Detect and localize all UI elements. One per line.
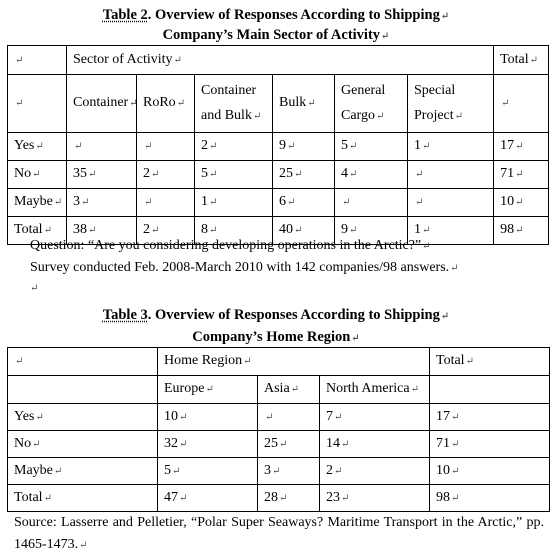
data-cell: 38↵ — [67, 217, 137, 245]
data-cell: 4↵ — [335, 161, 408, 189]
table2-blank-cell: ↵ — [8, 75, 67, 133]
row-label: Maybe↵ — [8, 189, 67, 217]
table2-question: Question: “Are you considering developing operations in the Arctic?”↵ — [30, 238, 431, 253]
table-row — [8, 189, 549, 217]
data-cell: 1↵ — [408, 217, 494, 245]
data-cell: 6↵ — [273, 189, 335, 217]
table3-col-header: Europe↵ — [158, 376, 258, 404]
total-cell: 10↵ — [430, 458, 550, 485]
data-cell: 7↵ — [320, 404, 430, 431]
table3-header-row1 — [8, 348, 550, 376]
table3-total-header: Total↵ — [430, 348, 550, 376]
table2-caption-line2: Company’s Main Sector of Activity↵ — [162, 27, 390, 43]
table2-total-blank: ↵ — [494, 75, 549, 133]
data-cell: 35↵ — [67, 161, 137, 189]
data-cell: 47↵ — [158, 485, 258, 512]
empty-paragraph: ↵ — [30, 283, 39, 294]
table2-col-header: General Cargo↵ — [335, 75, 408, 133]
data-cell: 25↵ — [273, 161, 335, 189]
total-cell: 17↵ — [494, 133, 549, 161]
table3-group-header: Home Region↵ — [158, 348, 430, 376]
table-row — [8, 133, 549, 161]
row-label: Total↵ — [8, 217, 67, 245]
table2 — [7, 45, 549, 245]
data-cell: ↵ — [408, 189, 494, 217]
table2-survey-note: Survey conducted Feb. 2008-March 2010 with 142 companies/98 answers.↵ — [30, 260, 459, 275]
table2-col-header: Container↵ — [67, 75, 137, 133]
data-cell: 1↵ — [195, 189, 273, 217]
table2-group-header: Sector of Activity↵ — [67, 46, 494, 75]
table3 — [7, 347, 550, 512]
table2-col-header: Container and Bulk↵ — [195, 75, 273, 133]
table3-col-header: Asia↵ — [258, 376, 320, 404]
table-row — [8, 431, 550, 458]
data-cell: 5↵ — [335, 133, 408, 161]
table2-col-header: RoRo↵ — [137, 75, 195, 133]
data-cell: ↵ — [137, 189, 195, 217]
total-cell: 71↵ — [430, 431, 550, 458]
table2-col-header: Special Project↵ — [408, 75, 494, 133]
data-cell: ↵ — [258, 404, 320, 431]
data-cell: ↵ — [137, 133, 195, 161]
total-cell: 98↵ — [430, 485, 550, 512]
row-label: No↵ — [8, 431, 158, 458]
data-cell: 5↵ — [158, 458, 258, 485]
data-cell: 2↵ — [137, 161, 195, 189]
table-row — [8, 404, 550, 431]
total-cell: 10↵ — [494, 189, 549, 217]
data-cell: ↵ — [67, 133, 137, 161]
row-label: Yes↵ — [8, 404, 158, 431]
data-cell: 8↵ — [195, 217, 273, 245]
table3-caption-line2: Company’s Home Region↵ — [192, 329, 360, 345]
data-cell: ↵ — [408, 161, 494, 189]
table3-source: Source: Lasserre and Pelletier, “Polar Super Seaways? Maritime Transport in the Arctic,” pp. 1465-1473.↵ — [14, 515, 544, 552]
data-cell: ↵ — [335, 189, 408, 217]
data-cell: 1↵ — [408, 133, 494, 161]
data-cell: 3↵ — [67, 189, 137, 217]
data-cell: 32↵ — [158, 431, 258, 458]
total-cell: 17↵ — [430, 404, 550, 431]
row-label: Maybe↵ — [8, 458, 158, 485]
table3-col-header: North America↵ — [320, 376, 430, 404]
table2-col-header: Bulk↵ — [273, 75, 335, 133]
data-cell: 14↵ — [320, 431, 430, 458]
table2-caption-line1: Table 2. Overview of Responses According to Shipping↵ — [102, 7, 450, 23]
table2-corner-cell: ↵ — [8, 46, 67, 75]
data-cell: 3↵ — [258, 458, 320, 485]
row-label: No↵ — [8, 161, 67, 189]
data-cell: 9↵ — [335, 217, 408, 245]
data-cell: 9↵ — [273, 133, 335, 161]
table3-caption-line1: Table 3. Overview of Responses According to Shipping↵ — [102, 307, 450, 323]
table3-total-blank — [430, 376, 550, 404]
data-cell: 23↵ — [320, 485, 430, 512]
data-cell: 2↵ — [320, 458, 430, 485]
table-row — [8, 485, 550, 512]
table3-header-row2 — [8, 376, 550, 404]
row-label: Yes↵ — [8, 133, 67, 161]
total-cell: 98↵ — [494, 217, 549, 245]
data-cell: 10↵ — [158, 404, 258, 431]
data-cell: 25↵ — [258, 431, 320, 458]
table2-header-row1 — [8, 46, 549, 75]
row-label: Total↵ — [8, 485, 158, 512]
table-row — [8, 161, 549, 189]
total-cell: 71↵ — [494, 161, 549, 189]
data-cell: 40↵ — [273, 217, 335, 245]
table3-blank-cell — [8, 376, 158, 404]
data-cell: 2↵ — [137, 217, 195, 245]
data-cell: 28↵ — [258, 485, 320, 512]
data-cell: 5↵ — [195, 161, 273, 189]
table-row — [8, 458, 550, 485]
table2-total-header: Total↵ — [494, 46, 549, 75]
table2-header-row2 — [8, 75, 549, 133]
table3-corner-cell: ↵ — [8, 348, 158, 376]
data-cell: 2↵ — [195, 133, 273, 161]
